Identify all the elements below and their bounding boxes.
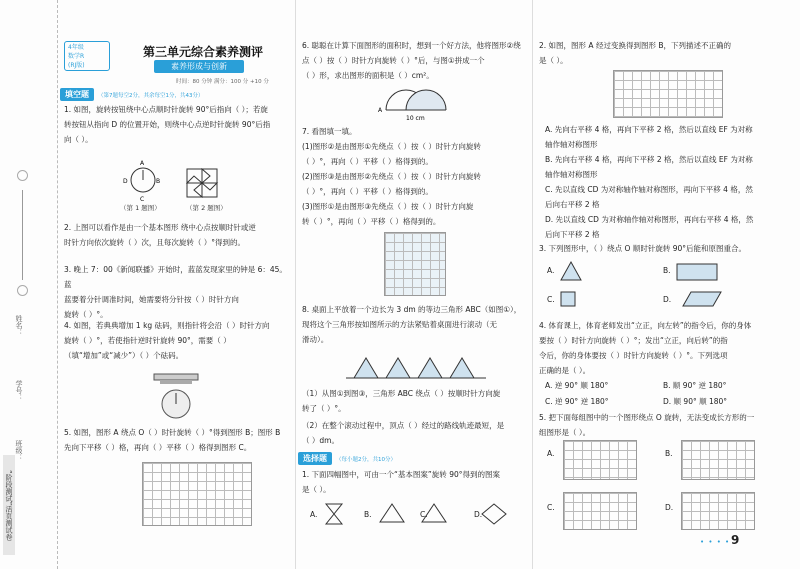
rotary-knob-figure bbox=[118, 158, 168, 208]
choice-4: 4. 体育课上，体育老师发出“立正，向左转”的指令后，你的身体 要按（ ）时针方向旋转（ ）°；发出“立正，向后转”的指 令后，你的身体要按（ ）时针方向旋转（ ）°。下列选项 正确的是（ ）。 bbox=[539, 321, 752, 375]
choice-1: 1. 下面四幅图中，可由一个“基本图案”旋转 90°得到的图案 是（ ）。 bbox=[302, 470, 500, 494]
badge-edition: (RJ版) bbox=[68, 62, 85, 69]
badge-grade: 4年级 bbox=[68, 44, 84, 51]
question-3: 3. 晚上 7：00《新闻联播》开始时，蓝蓝发现家里的钟是 6：45。蓝 蓝要着分针调准时间，她需要将分针按（ ）时针方向 旋转（ ）°。 bbox=[64, 265, 287, 319]
page-subtitle: 素养形成与创新 bbox=[154, 60, 244, 73]
scale-figure bbox=[146, 372, 206, 422]
binding-line bbox=[22, 190, 23, 280]
svg-text:C: C bbox=[140, 196, 145, 203]
rolling-triangles-figure bbox=[346, 350, 486, 382]
choice-3-shapes bbox=[559, 258, 789, 310]
choice-5-option-d[interactable]: D. bbox=[665, 503, 674, 512]
question-8-1: （1）从图①到图③，三角形 ABC 绕点（ ）按顺时针方向旋 转了（ ）°。 bbox=[302, 389, 501, 413]
section-label: 选择题 bbox=[298, 452, 332, 465]
section-fill-blank bbox=[60, 88, 204, 101]
choice-5-b-grid bbox=[681, 440, 755, 480]
question-7: 7. 看图填一填。 (1)图形②是由图形①先绕点（ ）按（ ）时针方向旋转 （ ）°，再向（ ）平移（ ）格得到的。 (2)图形③是由图形②先绕点（ ）按（ ）时针方向旋转 （ ）°，再向（ ）平移（ ）格得到的。 (3)图形①是由图形③先绕点（ ）按（ ）时针方向旋 转（ ）°，再向（ ）平移（ ）格得到的。 bbox=[302, 127, 481, 226]
figure-caption-1: （第 1 题图） bbox=[120, 204, 161, 212]
hole-mark bbox=[17, 170, 28, 181]
choice-4-option-b[interactable]: B. 顺 90° 逆 180° bbox=[663, 381, 727, 390]
column-1 bbox=[58, 0, 292, 569]
time-score-meta: 时间：80 分钟 满分：100 分 +10 分 bbox=[176, 79, 269, 85]
question-2: 2. 上图可以看作是由一个基本图形 绕中心点按顺时针或逆 时针方向依次旋转（ ）次，且每次旋转（ ）°得到的。 bbox=[64, 223, 256, 247]
svg-text:D: D bbox=[123, 178, 128, 185]
question-1: 1. 如图，旋转按钮绕中心点顺时针旋转 90°后指向（ ）；若旋 转按钮从指向 D 的位置开始，则绕中心点逆时针旋转 90°后指 向（ ）。 bbox=[64, 105, 271, 144]
svg-text:A: A bbox=[140, 160, 145, 167]
choice-5-a-grid bbox=[563, 440, 637, 480]
choice-1-option-c[interactable]: C. bbox=[420, 510, 428, 519]
svg-text:B: B bbox=[156, 178, 161, 185]
section-label: 填空题 bbox=[60, 88, 94, 101]
dimension-label: 10 cm bbox=[406, 115, 425, 122]
number-label: 学号： bbox=[15, 380, 23, 401]
grade-badge bbox=[64, 41, 110, 71]
semicircle-figure bbox=[376, 82, 456, 122]
choice-2-options: A. 先向右平移 4 格，再向下平移 2 格，然后以直线 EF 为对称 轴作轴对称图形 B. 先向右平移 4 格，再向下平移 2 格，然后以直线 EF 为对称 轴作轴对称图形 C. 先以直线 CD 为对称轴作轴对称图形，再向下平移 4 格，然 后向右平移 2 格 D. 先以直线 CD 为对称轴作轴对称图形，再向右平移 4 格，然 后向下平移 2 格 bbox=[545, 122, 793, 242]
binding-strip bbox=[0, 0, 58, 569]
choice-2-option-a[interactable]: A. 先向右平移 4 格，再向下平移 2 格，然后以直线 EF 为对称 bbox=[545, 125, 753, 134]
choice-5-option-b[interactable]: B. bbox=[665, 449, 673, 458]
choice-2-option-c[interactable]: C. 先以直线 CD 为对称轴作轴对称图形，再向下平移 4 格，然 bbox=[545, 185, 753, 194]
hole-mark bbox=[17, 285, 28, 296]
page-number: 9 bbox=[731, 533, 740, 547]
q5-grid-figure bbox=[142, 462, 252, 526]
question-8-2: （2）在整个滚动过程中，顶点（ ）经过的路线轨迹最短，是 （ ）dm。 bbox=[302, 421, 505, 445]
question-4: 4. 如图，若典典增加 1 kg 砝码，则指针将会沿（ ）时针方向 旋转（ ）°，若使指针逆时针旋转 90°，需要（ ） （填“增加”或“减少”）（ ）个砝码。 bbox=[64, 321, 270, 360]
section-note: （每小题2分，共10分） bbox=[336, 456, 396, 463]
choice-4-option-d[interactable]: D. 顺 90° 顺 180° bbox=[663, 397, 728, 406]
choice-5-option-c[interactable]: C. bbox=[547, 503, 555, 512]
badge-subject: 数学R bbox=[68, 53, 85, 60]
choice-1-option-d[interactable]: D. bbox=[474, 510, 483, 519]
question-5: 5. 如图，图形 A 绕点 O（ ）时针旋转（ ）°得到图形 B；图形 B 先向下平移（ ）格，再向（ ）平移（ ）格得到图形 C。 bbox=[64, 428, 281, 452]
question-6: 6. 聪聪在计算下面图形的面积时，想到一个好方法，他将图形②绕 点（ ）按（ ）时针方向旋转（ ）°后，与图①拼成一个 （ ）形，求出图形的面积是（ ）cm²。 bbox=[302, 41, 521, 80]
figure-caption-2: （第 2 题图） bbox=[186, 204, 227, 212]
choice-5-d-grid bbox=[681, 492, 755, 530]
choice-2: 2. 如图，图形 A 经过变换得到图形 B，下列描述不正确的 是（ ）。 bbox=[539, 41, 731, 65]
question-8: 8. 桌面上平放着一个边长为 3 dm 的等边三角形 ABC（如图①）， 现将这个三角形按如图所示的方法紧贴着桌面进行滚动（无 滑动）。 bbox=[302, 305, 522, 344]
choice-4-option-c[interactable]: C. 逆 90° 逆 180° bbox=[545, 397, 609, 406]
brand-strip: “阶段测试”活页测试卷 bbox=[3, 455, 15, 555]
footer-dots: • • • • bbox=[700, 538, 731, 546]
choice-1-option-a[interactable]: A. bbox=[310, 510, 318, 519]
choice-2-grid-figure bbox=[613, 70, 723, 118]
name-label: 姓名： bbox=[15, 315, 23, 336]
choice-1-patterns bbox=[322, 500, 522, 528]
section-choice bbox=[298, 452, 396, 465]
choice-1-option-b[interactable]: B. bbox=[364, 510, 372, 519]
q7-grid-figure bbox=[384, 232, 446, 296]
choice-3-option-a[interactable]: A. bbox=[547, 266, 555, 275]
page-title: 第三单元综合素养测评 bbox=[142, 45, 263, 59]
choice-3: 3. 下列图形中，（ ）绕点 O 顺时针旋转 90°后能和原图重合。 bbox=[539, 244, 747, 253]
choice-5-option-a[interactable]: A. bbox=[547, 449, 555, 458]
choice-2-option-d[interactable]: D. 先以直线 CD 为对称轴作轴对称图形，再向右平移 4 格，然 bbox=[545, 215, 754, 224]
choice-5-c-grid bbox=[563, 492, 637, 530]
svg-text:A: A bbox=[378, 107, 383, 114]
choice-4-option-a[interactable]: A. 逆 90° 顺 180° bbox=[545, 381, 609, 390]
choice-2-option-b[interactable]: B. 先向右平移 4 格，再向下平移 2 格，然后以直线 EF 为对称 bbox=[545, 155, 753, 164]
pinwheel-figure bbox=[186, 168, 220, 198]
column-2 bbox=[295, 0, 530, 569]
choice-5: 5. 把下面每组图中的一个图形绕点 O 旋转，无法变成长方形的一 组图形是（ ）。 bbox=[539, 413, 755, 437]
choice-3-option-b[interactable]: B. bbox=[663, 266, 671, 275]
section-note: （第7题每空2分，其余每空1分，共43分） bbox=[98, 92, 204, 99]
column-3 bbox=[532, 0, 794, 569]
choice-3-option-c[interactable]: C. bbox=[547, 295, 555, 304]
class-label: 班级： bbox=[15, 440, 23, 461]
choice-3-option-d[interactable]: D. bbox=[663, 295, 672, 304]
